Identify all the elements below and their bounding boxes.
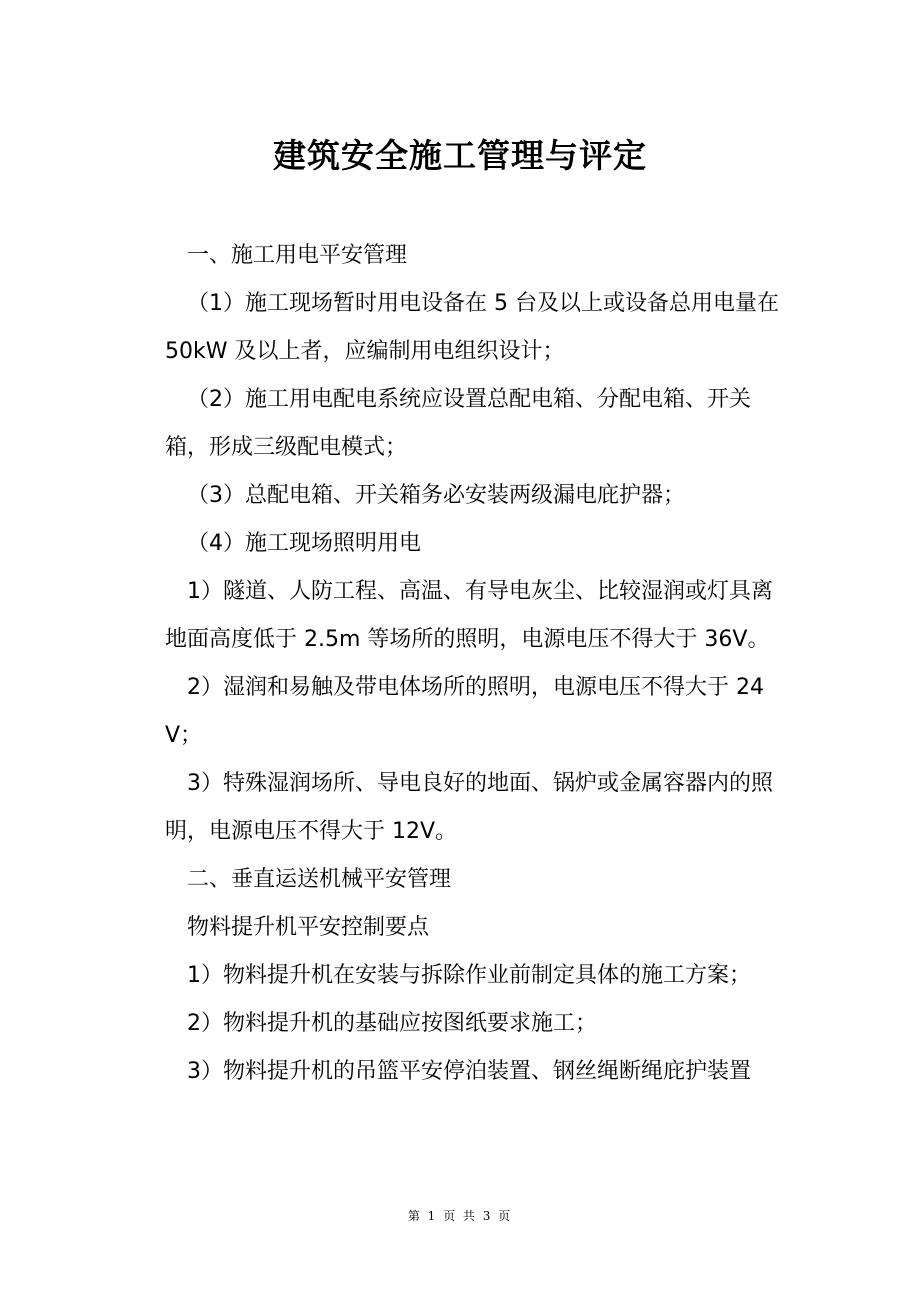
paragraph: 3）特殊湿润场所、导电良好的地面、锅炉或金属容器内的照明，电源电压不得大于 12V。: [165, 771, 773, 844]
document-title: 建筑安全施工管理与评定: [273, 136, 647, 175]
paragraph: 2）物料提升机的基础应按图纸要求施工；: [187, 1011, 597, 1036]
paragraph: 3）物料提升机的吊篮平安停泊装置、钢丝绳断绳庇护装置: [187, 1059, 751, 1084]
page-number-footer: 第 1 页 共 3 页: [407, 1209, 513, 1223]
document-body: [165, 232, 783, 1096]
subheading: 物料提升机平安控制要点: [187, 915, 430, 940]
paragraph: 2）湿润和易触及带电体场所的照明，电源电压不得大于 24V；: [165, 675, 764, 748]
paragraph: （3）总配电箱、开关箱务必安装两级漏电庇护器；: [187, 483, 685, 508]
section-heading-lifting: 二、垂直运送机械平安管理: [187, 867, 452, 892]
section-heading-electricity: 一、施工用电平安管理: [187, 243, 408, 268]
paragraph: （2）施工用电配电系统应设置总配电箱、分配电箱、开关箱，形成三级配电模式；: [165, 387, 751, 460]
paragraph: 1）物料提升机在安装与拆除作业前制定具体的施工方案；: [187, 963, 751, 988]
paragraph: （4）施工现场照明用电: [187, 531, 421, 556]
paragraph: （1）施工现场暂时用电设备在 5 台及以上或设备总用电量在 50kW 及以上者，应编制用电组织设计；: [165, 291, 779, 364]
paragraph: 1）隧道、人防工程、高温、有导电灰尘、比较湿润或灯具离地面高度低于 2.5m 等场所的照明，电源电压不得大于 36V。: [165, 579, 773, 652]
